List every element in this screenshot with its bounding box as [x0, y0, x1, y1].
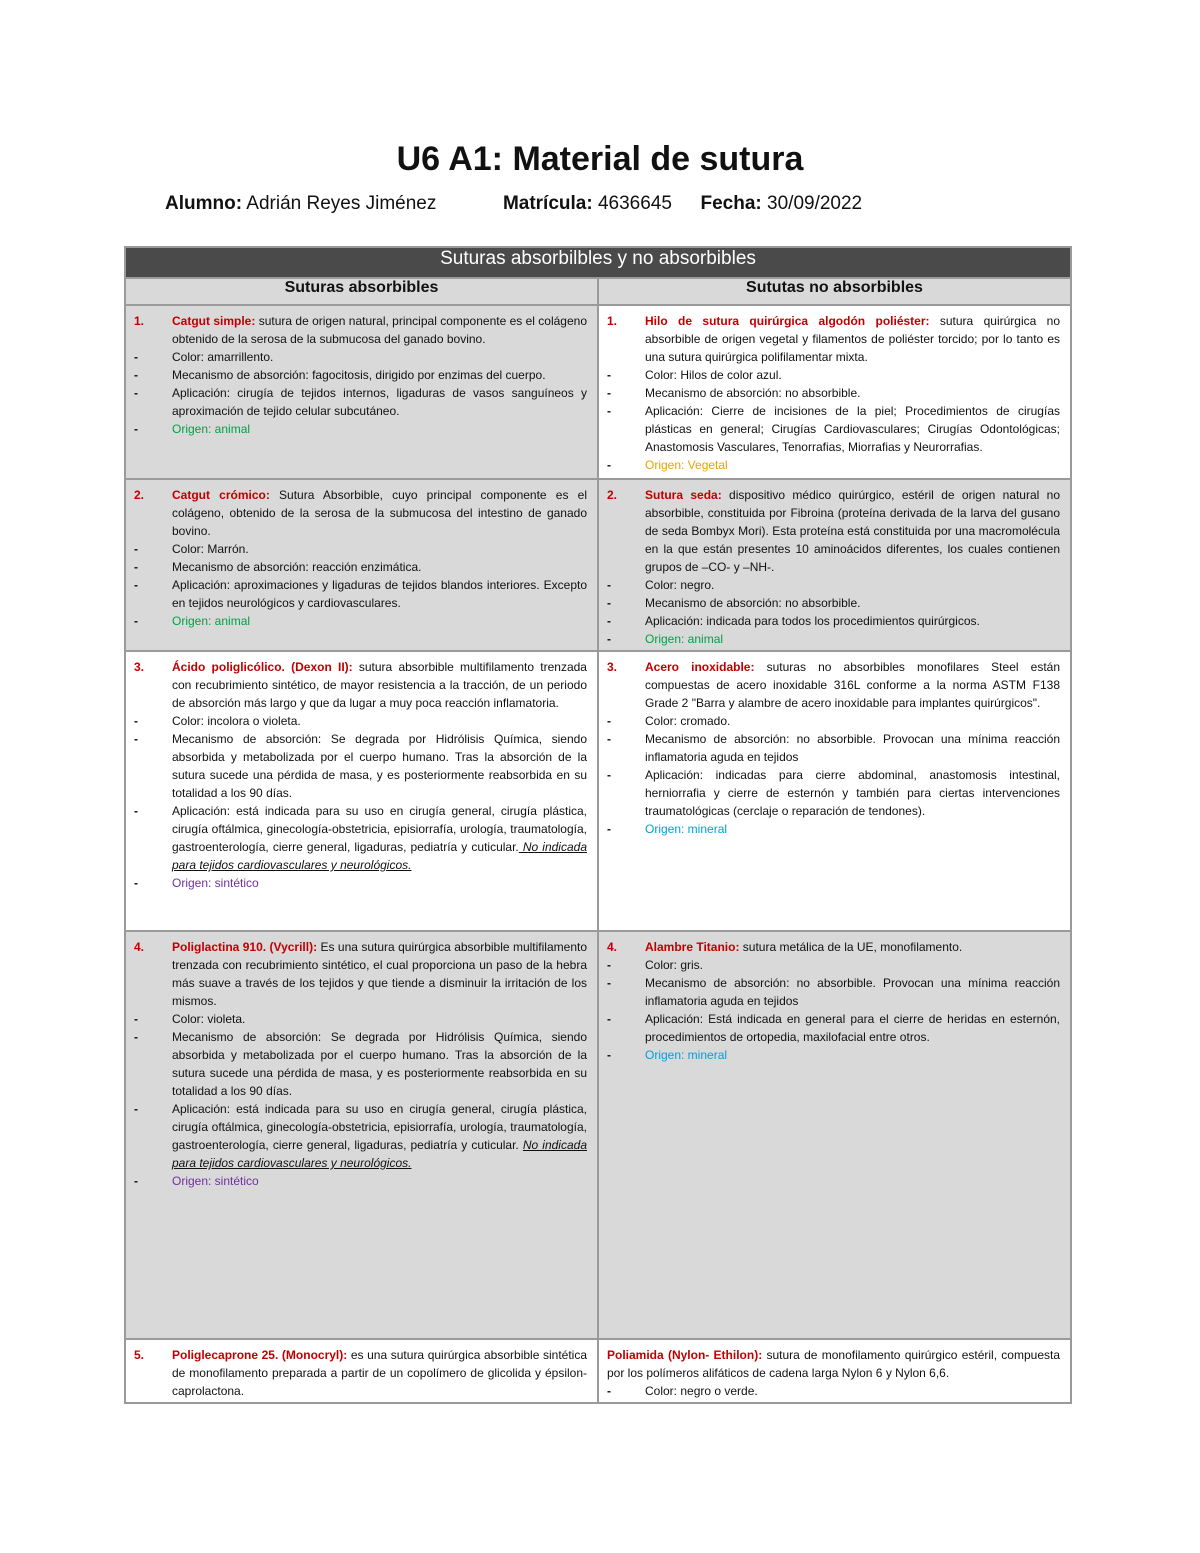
suture-color: Color: negro. — [645, 578, 715, 592]
alumno-value: Adrián Reyes Jiménez — [246, 193, 437, 214]
table-row — [125, 479, 1071, 651]
suture-application: Aplicación: aproximaciones y ligaduras de tejidos blandos interiores. Excepto en tejidos neurológicos y cardiovasculares. — [172, 578, 587, 610]
fecha-label: Fecha: — [700, 193, 762, 214]
cell-non-absorbable-1: 1. Hilo de sutura quirúrgica algodón poliéster: sutura quirúrgica no absorbible de origen vegetal y filamentos de poliéster torcido; por lo tanto es una sutura quirúrgica polifilamentar mixta. - Color: Hilos de color azul. - Mecanismo de absorción: no absorbible. - Aplicación: Cierre de incisiones de la piel; Procedimientos de cirugías plásticas en general; Cirugías Cardiovasculares; Cirugías Odontológicas; Anastomosis Vasculares, Tenorrafias, Miorrafias y Neurorrafias. - Origen: Vegetal — [598, 305, 1071, 479]
suture-description: sutura de monofilamento quirúrgico estéril, compuesta por los polímeros alifáticos de cadena larga Nylon 6 y Nylon 6,6. — [607, 1348, 1061, 1380]
alumno-label: Alumno: — [165, 193, 243, 214]
suture-note: No indicada para tejidos cardiovasculares y neurológicos. — [172, 1138, 587, 1170]
matricula-label: Matrícula: — [502, 193, 593, 214]
suture-name: Poliglactina 910. (Vycrill): — [172, 940, 318, 954]
fecha-value: 30/09/2022 — [767, 193, 863, 214]
item-number: 1. — [607, 314, 618, 328]
suture-origin: Origen: sintético — [172, 876, 259, 890]
table-row — [125, 651, 1071, 931]
suture-description: sutura absorbible multifilamento trenzada con recubrimiento sintético, de mayor resistencia a la tracción, de un periodo de absorción más largo y que da lugar a muy poca reacción inflamatoria. — [172, 660, 587, 710]
suture-application: Aplicación: indicadas para cierre abdominal, anastomosis intestinal, herniorrafia y cierre de esternón y también para ciertas intervenciones traumatológicas (cerclaje o reparación de tendones). — [645, 768, 1060, 818]
sutures-table — [124, 246, 1072, 1404]
suture-mechanism: Mecanismo de absorción: fagocitosis, dirigido por enzimas del cuerpo. — [172, 368, 546, 382]
table-row — [125, 1339, 1071, 1403]
suture-application: Aplicación: está indicada para su uso en cirugía general, cirugía plástica, cirugía oftálmica, ginecología-obstetricia, episiorrafía, urología, traumatología, gastroenterología, cierre general, ligaduras, pediatría y cuticular. — [172, 1102, 587, 1152]
suture-color: Color: Hilos de color azul. — [645, 368, 782, 382]
cell-absorbable-1: 1. Catgut simple: sutura de origen natural, principal componente es el colágeno obtenido de la serosa de la submucosa del ganado bovino. - Color: amarrillento. - Mecanismo de absorción: fagocitosis, dirigido por enzimas del cuerpo. - Aplicación: cirugía de tejidos internos, ligaduras de vasos sanguíneos y aproximación de tejido celular subcutáneo. - Origen: animal — [125, 305, 598, 479]
suture-description: suturas no absorbibles monofilares Steel están compuestas de acero inoxidable 316L conforme a la norma ASTM F138 Grade 2 "Barra y alambre de acero inoxidable para implantes quirúrgicos". — [645, 660, 1061, 710]
cell-non-absorbable-3: 3. Acero inoxidable: suturas no absorbibles monofilares Steel están compuestas de acero inoxidable 316L conforme a la norma ASTM F138 Grade 2 "Barra y alambre de acero inoxidable para implantes quirúrgicos". - Color: cromado. - Mecanismo de absorción: no absorbible. Provocan una mínima reacción inflamatoria aguda en tejidos - Aplicación: indicadas para cierre abdominal, anastomosis intestinal, herniorrafia y cierre de esternón y también para ciertas intervenciones traumatológicas (cerclaje o reparación de tendones). - Origen: mineral — [598, 651, 1071, 931]
suture-mechanism: Mecanismo de absorción: no absorbible. Provocan una mínima reacción inflamatoria aguda en tejidos — [645, 976, 1060, 1008]
suture-application: Aplicación: cirugía de tejidos internos, ligaduras de vasos sanguíneos y aproximación de tejido celular subcutáneo. — [172, 386, 587, 418]
cell-non-absorbable-5: Poliamida (Nylon- Ethilon): sutura de monofilamento quirúrgico estéril, compuesta por los polímeros alifáticos de cadena larga Nylon 6 y Nylon 6,6. - Color: negro o verde. — [598, 1339, 1071, 1403]
item-number: 3. — [134, 660, 145, 674]
suture-mechanism: Mecanismo de absorción: no absorbible. Provocan una mínima reacción inflamatoria aguda en tejidos — [645, 732, 1060, 764]
suture-color: Color: incolora o violeta. — [172, 714, 301, 728]
item-number: 4. — [607, 940, 618, 954]
suture-application: Aplicación: Cierre de incisiones de la piel; Procedimientos de cirugías plásticas en general; Cirugías Cardiovasculares; Cirugías Odontológicas; Anastomosis Vasculares, Tenorrafias, Miorrafias y Neurorrafias. — [645, 404, 1060, 454]
column-header-absorbable: Suturas absorbibles — [125, 278, 598, 305]
suture-name: Sutura seda: — [645, 488, 722, 502]
suture-name: Poliamida (Nylon- Ethilon): — [607, 1348, 763, 1362]
suture-description: dispositivo médico quirúrgico, estéril de origen natural no absorbible, constituida por Fibroina (proteína derivada de la larva del gusano de seda Bombyx Mori). Esta proteína está constituida por una macromolécula en la que están presentes 10 aminoácidos diferentes, los cuales contienen grupos de –CO- y –NH-. — [645, 488, 1060, 574]
suture-origin: Origen: animal — [645, 632, 724, 646]
suture-description: es una sutura quirúrgica absorbible sintética de monofilamento preparada a partir de un copolímero de glicolida y épsilon-caprolactona. — [172, 1348, 588, 1398]
suture-name: Poliglecaprone 25. (Monocryl): — [172, 1348, 348, 1362]
item-number: 3. — [607, 660, 618, 674]
suture-mechanism: Mecanismo de absorción: no absorbible. — [645, 386, 861, 400]
document-title: U6 A1: Material de sutura — [396, 140, 804, 178]
suture-mechanism: Mecanismo de absorción: no absorbible. — [645, 596, 861, 610]
suture-origin: Origen: sintético — [172, 1174, 259, 1188]
cell-non-absorbable-2: 2. Sutura seda: dispositivo médico quirúrgico, estéril de origen natural no absorbible, constituida por Fibroina (proteína derivada de la larva del gusano de seda Bombyx Mori). Esta proteína está constituida por una macromolécula en la que están presentes 10 aminoácidos diferentes, los cuales contienen grupos de –CO- y –NH-. - Color: negro. - Mecanismo de absorción: no absorbible. - Aplicación: indicada para todos los procedimientos quirúrgicos. - Origen: animal — [598, 479, 1071, 651]
item-number: 2. — [607, 488, 618, 502]
suture-application: Aplicación: Está indicada en general para el cierre de heridas en esternón, procedimientos de ortopedia, maxilofacial entre otros. — [645, 1012, 1060, 1044]
suture-color: Color: gris. — [645, 958, 704, 972]
suture-application: Aplicación: indicada para todos los procedimientos quirúrgicos. — [645, 614, 980, 628]
cell-absorbable-2: 2. Catgut crómico: Sutura Absorbible, cuyo principal componente es el colágeno, obtenido de la serosa de la submucosa del intestino de ganado bovino. - Color: Marrón. - Mecanismo de absorción: reacción enzimática. - Aplicación: aproximaciones y ligaduras de tejidos blandos interiores. Excepto en tejidos neurológicos y cardiovasculares. - Origen: animal — [125, 479, 598, 651]
student-info-line — [165, 193, 862, 215]
suture-origin: Origen: mineral — [645, 822, 728, 836]
item-number: 2. — [134, 488, 145, 502]
table-row — [125, 931, 1071, 1339]
suture-origin: Origen: animal — [172, 614, 251, 628]
suture-description: Es una sutura quirúrgica absorbible multifilamento trenzada con recubrimiento sintético, el cual proporciona un paso de la hebra más suave a través de los tejidos y que tiende a disminuir la irritación de los mismos. — [172, 940, 587, 1008]
column-header-non-absorbable: Sututas no absorbibles — [598, 278, 1071, 305]
suture-name: Hilo de sutura quirúrgica algodón poliéster: — [645, 314, 930, 328]
item-number: 5. — [134, 1348, 145, 1362]
suture-name: Catgut crómico: — [172, 488, 270, 502]
suture-mechanism: Mecanismo de absorción: Se degrada por Hidrólisis Química, siendo absorbida y metabolizada por el cuerpo humano. Tras la absorción de la sutura sucede una pérdida de masa, y es posteriormente reabsorbida en su totalidad a los 90 días. — [172, 732, 587, 800]
suture-name: Catgut simple: — [172, 314, 256, 328]
suture-mechanism: Mecanismo de absorción: Se degrada por Hidrólisis Química, siendo absorbida y metabolizada por el cuerpo humano. Tras la absorción de la sutura sucede una pérdida de masa, y es posteriormente reabsorbida en su totalidad a los 90 días. — [172, 1030, 587, 1098]
suture-color: Color: cromado. — [645, 714, 731, 728]
suture-name: Ácido poliglicólico. (Dexon II): — [172, 660, 353, 674]
suture-note: No indicada para tejidos cardiovasculares y neurológicos. — [172, 840, 587, 872]
suture-description: Sutura Absorbible, cuyo principal componente es el colágeno, obtenido de la serosa de la submucosa del intestino de ganado bovino. — [172, 488, 587, 538]
suture-origin: Origen: Vegetal — [645, 458, 728, 472]
table-row — [125, 305, 1071, 479]
suture-origin: Origen: mineral — [645, 1048, 728, 1062]
suture-application: Aplicación: está indicada para su uso en cirugía general, cirugía plástica, cirugía oftálmica, ginecología-obstetricia, episiorrafía, urología, traumatología, gastroenterología, cierre general, ligaduras, pediatría y cuticular. — [172, 804, 587, 854]
suture-color: Color: Marrón. — [172, 542, 249, 556]
item-number: 4. — [134, 940, 145, 954]
suture-description: sutura de origen natural, principal componente es el colágeno obtenido de la serosa de la submucosa del ganado bovino. — [172, 314, 588, 346]
suture-description: sutura metálica de la UE, monofilamento. — [739, 940, 963, 954]
cell-absorbable-4: 4. Poliglactina 910. (Vycrill): Es una sutura quirúrgica absorbible multifilamento trenzada con recubrimiento sintético, el cual proporciona un paso de la hebra más suave a través de los tejidos y que tiende a disminuir la irritación de los mismos. - Color: violeta. - Mecanismo de absorción: Se degrada por Hidrólisis Química, siendo absorbida y metabolizada por el cuerpo humano. Tras la absorción de la sutura sucede una pérdida de masa, y es posteriormente reabsorbida en su totalidad a los 90 días. - Aplicación: está indicada para su uso en cirugía general, cirugía plástica, cirugía oftálmica, ginecología-obstetricia, episiorrafía, urología, traumatología, gastroenterología, cierre general, ligaduras, pediatría y cuticular. No indicada para tejidos cardiovasculares y neurológicos. - Origen: sintético — [125, 931, 598, 1339]
suture-name: Acero inoxidable: — [645, 660, 755, 674]
suture-color: Color: amarrillento. — [172, 350, 274, 364]
cell-absorbable-3: 3. Ácido poliglicólico. (Dexon II): sutura absorbible multifilamento trenzada con recubrimiento sintético, de mayor resistencia a la tracción, de un periodo de absorción más largo y que da lugar a muy poca reacción inflamatoria. - Color: incolora o violeta. - Mecanismo de absorción: Se degrada por Hidrólisis Química, siendo absorbida y metabolizada por el cuerpo humano. Tras la absorción de la sutura sucede una pérdida de masa, y es posteriormente reabsorbida en su totalidad a los 90 días. - Aplicación: está indicada para su uso en cirugía general, cirugía plástica, cirugía oftálmica, ginecología-obstetricia, episiorrafía, urología, traumatología, gastroenterología, cierre general, ligaduras, pediatría y cuticular. No indicada para tejidos cardiovasculares y neurológicos. - Origen: sintético — [125, 651, 598, 931]
suture-name: Alambre Titanio: — [645, 940, 740, 954]
suture-color: Color: negro o verde. — [645, 1384, 758, 1398]
cell-non-absorbable-4: 4. Alambre Titanio: sutura metálica de la UE, monofilamento. - Color: gris. - Mecanismo de absorción: no absorbible. Provocan una mínima reacción inflamatoria aguda en tejidos - Aplicación: Está indicada en general para el cierre de heridas en esternón, procedimientos de ortopedia, maxilofacial entre otros. - Origen: mineral — [598, 931, 1071, 1339]
suture-description: sutura quirúrgica no absorbible de origen vegetal y filamentos de poliéster torcido; por lo tanto es una sutura quirúrgica polifilamentar mixta. — [645, 314, 1060, 364]
suture-mechanism: Mecanismo de absorción: reacción enzimática. — [172, 560, 422, 574]
suture-color: Color: violeta. — [172, 1012, 246, 1026]
suture-origin: Origen: animal — [172, 422, 251, 436]
item-number: 1. — [134, 314, 145, 328]
table-header: Suturas absorbilbles y no absorbibles — [125, 247, 1071, 278]
cell-absorbable-5 — [125, 1339, 598, 1403]
matricula-value: 4636645 — [597, 193, 672, 214]
